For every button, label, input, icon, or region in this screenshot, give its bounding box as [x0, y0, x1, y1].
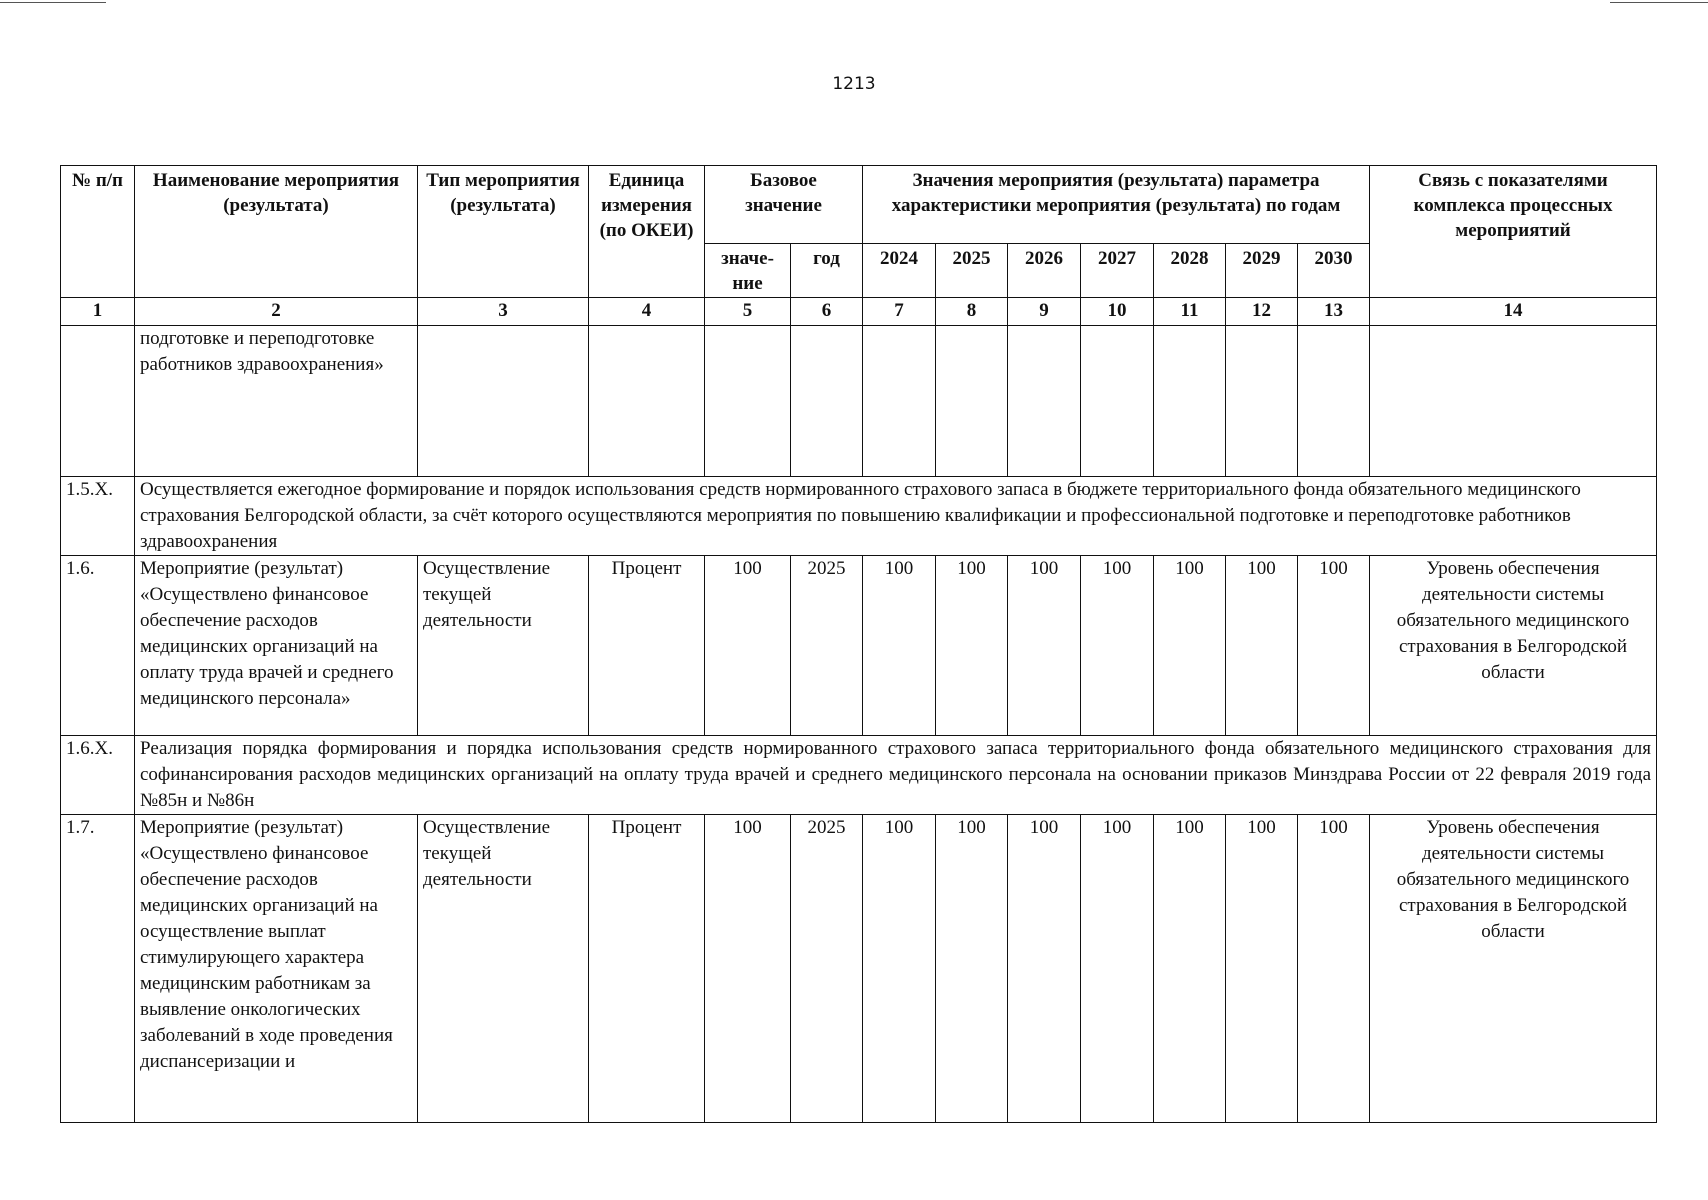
cell-no — [61, 326, 135, 477]
column-number: 2 — [135, 298, 418, 326]
cell-description: Реализация порядка формирования и порядка использования средств нормированного страхового запаса территориального фонда обязательного медицинского страхования для софинансирования расходов медицинских организаций на оплату труда врачей и среднего медицинского персонала на основании приказов Минздрава России от 22 февраля 2019 года №85н и №86н — [135, 736, 1657, 815]
cell-unit: Процент — [589, 556, 705, 736]
header-year: 2026 — [1008, 244, 1081, 298]
header-year: 2024 — [863, 244, 936, 298]
table-row-1-6-x — [61, 736, 1657, 815]
column-number: 4 — [589, 298, 705, 326]
column-number: 6 — [791, 298, 863, 326]
cell-value-2024: 100 — [863, 556, 936, 736]
header-year: 2025 — [936, 244, 1008, 298]
header-unit: Единица измерения (по ОКЕИ) — [589, 166, 705, 298]
cell-value-2025: 100 — [936, 815, 1008, 1123]
cell-value-2025: 100 — [936, 556, 1008, 736]
cell-value-2030: 100 — [1298, 815, 1370, 1123]
cell-value-2029: 100 — [1226, 815, 1298, 1123]
table-row-1-6 — [61, 556, 1657, 736]
cell-no: 1.6.X. — [61, 736, 135, 815]
cell-link: Уровень обеспечения деятельности системы обязательного медицинского страхования в Белгородской области — [1370, 556, 1657, 736]
cell-value-2026: 100 — [1008, 815, 1081, 1123]
table-row-1-5-x — [61, 477, 1657, 556]
page-number: 1213 — [832, 74, 876, 94]
cell-unit: Процент — [589, 815, 705, 1123]
cell-no: 1.6. — [61, 556, 135, 736]
cell-type: Осуществление текущей деятельности — [418, 815, 589, 1123]
cell-value — [1154, 326, 1226, 477]
cell-base-year: 2025 — [791, 556, 863, 736]
column-number: 14 — [1370, 298, 1657, 326]
cell-base-value: 100 — [705, 556, 791, 736]
cell-no: 1.5.X. — [61, 477, 135, 556]
column-number: 1 — [61, 298, 135, 326]
header-values: Значения мероприятия (результата) параметра характеристики мероприятия (результата) по годам — [863, 166, 1370, 244]
column-number-row — [61, 298, 1657, 326]
top-rule-right — [1610, 2, 1708, 3]
cell-base-value — [705, 326, 791, 477]
cell-value — [1226, 326, 1298, 477]
header-name: Наименование мероприятия (результата) — [135, 166, 418, 298]
cell-name: Мероприятие (результат) «Осуществлено финансовое обеспечение расходов медицинских организаций на оплату труда врачей и среднего медицинского персонала» — [135, 556, 418, 736]
top-rule-left — [0, 2, 106, 3]
cell-base-year: 2025 — [791, 815, 863, 1123]
column-number: 5 — [705, 298, 791, 326]
column-number: 12 — [1226, 298, 1298, 326]
cell-name: Мероприятие (результат) «Осуществлено финансовое обеспечение расходов медицинских организаций на осуществление выплат стимулирующего характера медицинским работникам за выявление онкологических заболеваний в ходе проведения диспансеризации и — [135, 815, 418, 1123]
header-base: Базовое значение — [705, 166, 863, 244]
measures-table — [60, 165, 1657, 1123]
header-year: 2029 — [1226, 244, 1298, 298]
cell-unit — [589, 326, 705, 477]
cell-value-2030: 100 — [1298, 556, 1370, 736]
header-base-year: год — [791, 244, 863, 298]
header-base-value: значе-ние — [705, 244, 791, 298]
cell-value — [1081, 326, 1154, 477]
column-number: 10 — [1081, 298, 1154, 326]
column-number: 11 — [1154, 298, 1226, 326]
cell-value — [1008, 326, 1081, 477]
cell-value-2028: 100 — [1154, 556, 1226, 736]
cell-value — [1298, 326, 1370, 477]
header-year: 2030 — [1298, 244, 1370, 298]
column-number: 13 — [1298, 298, 1370, 326]
cell-value — [863, 326, 936, 477]
header-type: Тип мероприятия (результата) — [418, 166, 589, 298]
cell-value-2028: 100 — [1154, 815, 1226, 1123]
cell-base-year — [791, 326, 863, 477]
column-number: 3 — [418, 298, 589, 326]
table-row-1-7 — [61, 815, 1657, 1123]
column-number: 7 — [863, 298, 936, 326]
header-link: Связь с показателями комплекса процессных мероприятий — [1370, 166, 1657, 298]
table-row-continuation — [61, 326, 1657, 477]
cell-value-2026: 100 — [1008, 556, 1081, 736]
cell-name: подготовке и переподготовке работников здравоохранения» — [135, 326, 418, 477]
cell-base-value: 100 — [705, 815, 791, 1123]
header-no: № п/п — [61, 166, 135, 298]
column-number: 9 — [1008, 298, 1081, 326]
cell-value-2024: 100 — [863, 815, 936, 1123]
header-year: 2028 — [1154, 244, 1226, 298]
cell-no: 1.7. — [61, 815, 135, 1123]
cell-type: Осуществление текущей деятельности — [418, 556, 589, 736]
cell-link — [1370, 326, 1657, 477]
cell-link: Уровень обеспечения деятельности системы обязательного медицинского страхования в Белгородской области — [1370, 815, 1657, 1123]
header-row — [61, 166, 1657, 244]
cell-value-2027: 100 — [1081, 556, 1154, 736]
cell-value-2027: 100 — [1081, 815, 1154, 1123]
cell-description: Осуществляется ежегодное формирование и порядок использования средств нормированного страхового запаса в бюджете территориального фонда обязательного медицинского страхования Белгородской области, за счёт которого осуществляются мероприятия по повышению квалификации и профессиональной подготовке и переподготовке работников здравоохранения — [135, 477, 1657, 556]
column-number: 8 — [936, 298, 1008, 326]
cell-type — [418, 326, 589, 477]
cell-value-2029: 100 — [1226, 556, 1298, 736]
header-year: 2027 — [1081, 244, 1154, 298]
cell-value — [936, 326, 1008, 477]
